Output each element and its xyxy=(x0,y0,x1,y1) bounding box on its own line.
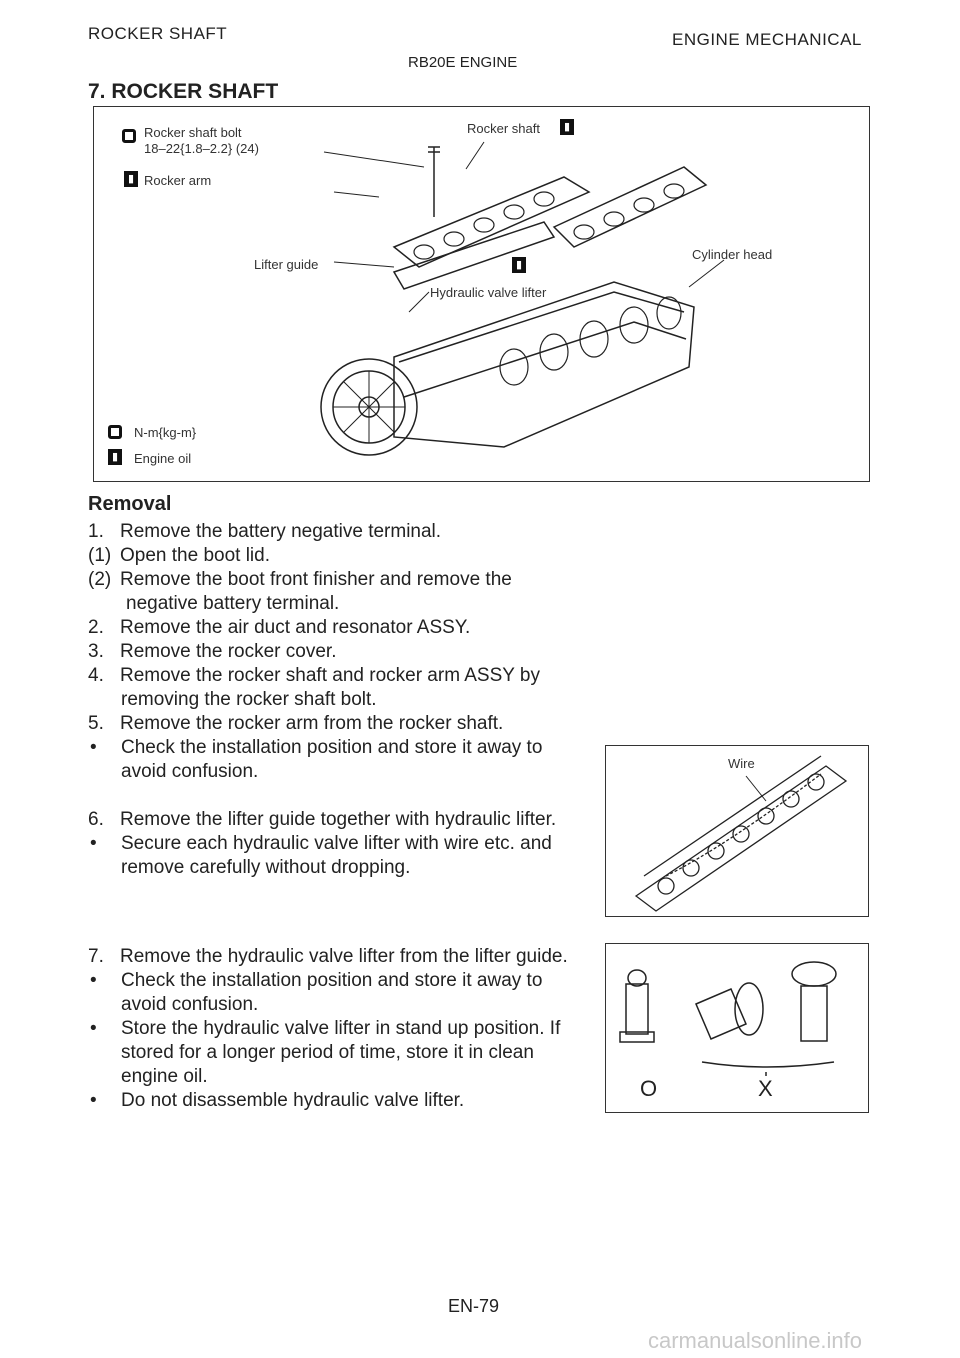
step-7-note-2-cont: stored for a longer period of time, store it in clean xyxy=(121,1042,534,1063)
lifter-guide-diagram xyxy=(606,746,868,916)
label-hydraulic-valve-lifter: Hydraulic valve lifter xyxy=(430,285,547,300)
figure-lifter-guide-wire xyxy=(605,745,869,917)
step-5: 5. Remove the rocker arm from the rocker shaft. xyxy=(88,713,504,734)
step-4: 4. Remove the rocker shaft and rocker arm ASSY by xyxy=(88,665,540,686)
label-bolt-torque: 18–22{1.8–2.2} (24) xyxy=(144,141,259,156)
section-title: 7. ROCKER SHAFT xyxy=(88,80,279,103)
step-1-sub-2: (2) Remove the boot front finisher and remove the xyxy=(88,569,512,590)
lifter-upright xyxy=(626,984,648,1034)
step-7-note-2-cont2: engine oil. xyxy=(121,1066,208,1087)
legend-torque-unit: N-m{kg-m} xyxy=(134,425,197,440)
step-5-note: • Check the installation position and store it away to xyxy=(90,737,543,758)
step-7-note-1-cont: avoid confusion. xyxy=(121,994,259,1015)
oil-icon: ▮ xyxy=(124,171,138,187)
torque-icon xyxy=(108,425,122,439)
step-7: 7. Remove the hydraulic valve lifter from the lifter guide. xyxy=(88,946,568,967)
label-rocker-shaft-bolt: Rocker shaft bolt xyxy=(144,125,242,140)
lifter-upside-down xyxy=(792,962,836,986)
watermark: carmanualsonline.info xyxy=(648,1328,863,1353)
lifter-lying xyxy=(696,989,746,1039)
lifter-guide-shape xyxy=(394,222,554,289)
step-6-note: • Secure each hydraulic valve lifter with wire etc. and xyxy=(90,833,552,854)
figure-lifter-storage xyxy=(605,943,869,1113)
step-5-note-cont: avoid confusion. xyxy=(121,761,259,782)
torque-icon xyxy=(122,129,136,143)
step-7-note-2: • Store the hydraulic valve lifter in stand up position. If xyxy=(90,1018,561,1039)
step-2: 2. Remove the air duct and resonator ASSY. xyxy=(88,617,471,638)
label-wire: Wire xyxy=(728,756,755,771)
figure-rocker-shaft-assembly xyxy=(93,106,870,482)
oil-icon: ▮ xyxy=(512,257,526,273)
oil-icon: ▮ xyxy=(108,449,122,465)
header-left: ROCKER SHAFT xyxy=(88,24,228,43)
step-7-note-1: • Check the installation position and store it away to xyxy=(90,970,543,991)
label-cylinder-head: Cylinder head xyxy=(692,247,773,262)
label-lifter-guide: Lifter guide xyxy=(254,257,319,272)
removal-heading: Removal xyxy=(88,493,172,515)
step-1-sub-1: (1) Open the boot lid. xyxy=(88,545,270,566)
rocker-shaft-bolt-shape xyxy=(428,147,440,217)
step-6: 6. Remove the lifter guide together with hydraulic lifter. xyxy=(88,809,557,830)
ng-mark: X xyxy=(758,1076,773,1101)
step-6-note-cont: remove carefully without dropping. xyxy=(121,857,411,878)
page-number: EN-79 xyxy=(448,1296,500,1316)
rocker-shaft-shape xyxy=(394,177,589,267)
legend-engine-oil: Engine oil xyxy=(134,451,192,466)
step-3: 3. Remove the rocker cover. xyxy=(88,641,337,662)
oil-icon: ▮ xyxy=(560,119,574,135)
step-1: 1. Remove the battery negative terminal. xyxy=(88,521,442,542)
label-rocker-arm: Rocker arm xyxy=(144,173,212,188)
header-engine: RB20E ENGINE xyxy=(408,54,518,71)
label-rocker-shaft: Rocker shaft xyxy=(467,121,540,136)
ok-mark: O xyxy=(640,1076,658,1101)
header-right: ENGINE MECHANICAL xyxy=(672,30,862,49)
step-1-sub-2-cont: negative battery terminal. xyxy=(126,593,340,614)
step-7-note-3: • Do not disassemble hydraulic valve lifter. xyxy=(90,1090,465,1111)
step-4-cont: removing the rocker shaft bolt. xyxy=(121,689,377,710)
